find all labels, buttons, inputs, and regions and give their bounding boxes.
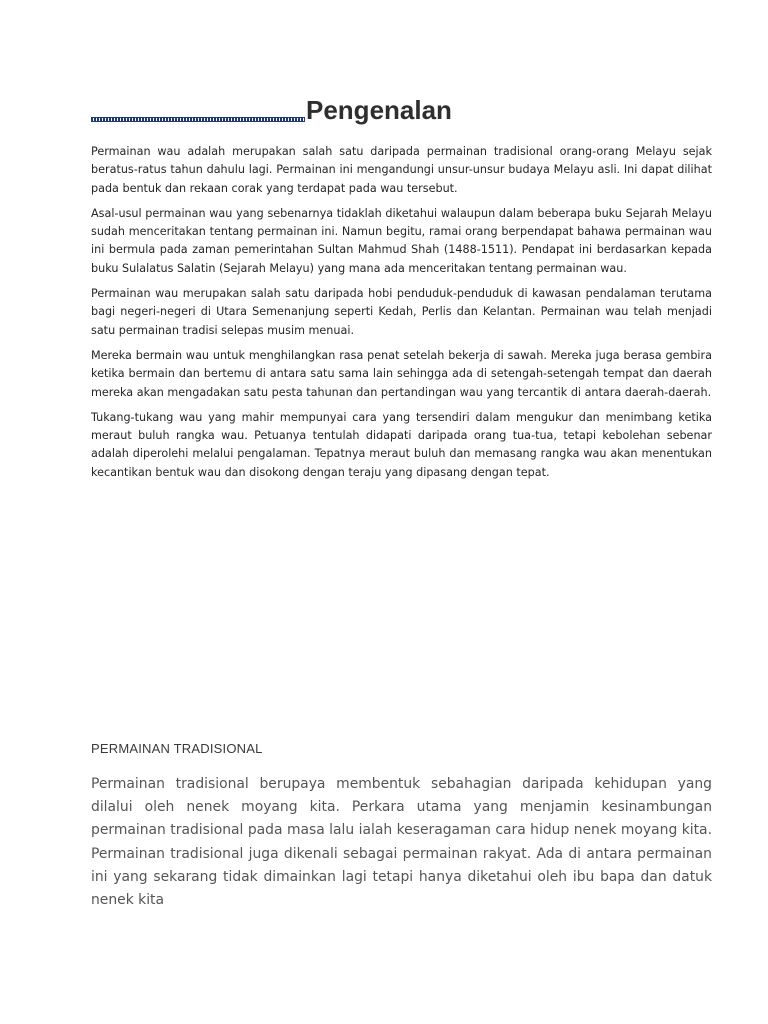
- introduction-section: [91, 143, 712, 489]
- paragraph: Mereka bermain wau untuk menghilangkan rasa penat setelah bekerja di sawah. Mereka juga berasa gembira ketika bermain dan bertemu di antara satu sama lain sehingga ada di setengah-setengah tempat dan daerah mereka akan mengadakan satu pesta tahunan dan pertandingan wau yang tercantik di antara daerah-daerah.: [91, 348, 712, 399]
- section-body-paragraph: Permainan tradisional berupaya membentuk sebahagian daripada kehidupan yang dilalui oleh nenek moyang kita. Perkara utama yang menjamin kesinambungan permainan tradisional pada masa lalu ialah keseragaman cara hidup nenek moyang kita. Permainan tradisional juga dikenali sebagai permainan rakyat. Ada di antara permainan ini yang sekarang tidak dimainkan lagi tetapi hanya diketahui oleh ibu bapa dan datuk nenek kita: [91, 776, 712, 909]
- paragraph: Tukang-tukang wau yang mahir mempunyai cara yang tersendiri dalam mengukur dan menimbang ketika meraut buluh rangka wau. Petuanya tentulah didapati daripada orang tua-tua, tetapi kebolehan sebenar adalah diperolehi melalui pengalaman. Tepatnya meraut buluh dan memasang rangka wau akan menentukan kecantikan bentuk wau dan disokong dengan teraju yang dipasang dengan tepat.: [91, 410, 712, 479]
- heading-row: [91, 90, 452, 126]
- paragraph: Asal-usul permainan wau yang sebenarnya tidaklah diketahui walaupun dalam beberapa buku Sejarah Melayu sudah menceritakan tentang permainan ini. Namun begitu, ramai orang berpendapat bahawa permainan wau ini bermula pada zaman pemerintahan Sultan Mahmud Shah (1488-1511). Pendapat ini berdasarkan kepada buku Sulalatus Salatin (Sejarah Melayu) yang mana ada menceritakan tentang permainan wau.: [91, 206, 712, 275]
- paragraph: Permainan wau merupakan salah satu daripada hobi penduduk-penduduk di kawasan pendalaman terutama bagi negeri-negeri di Utara Semenanjung seperti Kedah, Perlis dan Kelantan. Permainan wau telah menjadi satu permainan tradisi selepas musim menuai.: [91, 287, 712, 337]
- section-heading: PERMAINAN TRADISIONAL: [91, 741, 263, 756]
- dotted-underline-decoration: [91, 117, 305, 122]
- paragraph: Permainan wau adalah merupakan salah satu daripada permainan tradisional orang-orang Melayu sejak beratus-ratus tahun dahulu lagi. Permainan ini mengandungi unsur-unsur budaya Melayu asli. Ini dapat dilihat pada bentuk dan rekaan corak yang terdapat pada wau tersebut.: [91, 145, 712, 195]
- page-title: Pengenalan: [306, 95, 452, 125]
